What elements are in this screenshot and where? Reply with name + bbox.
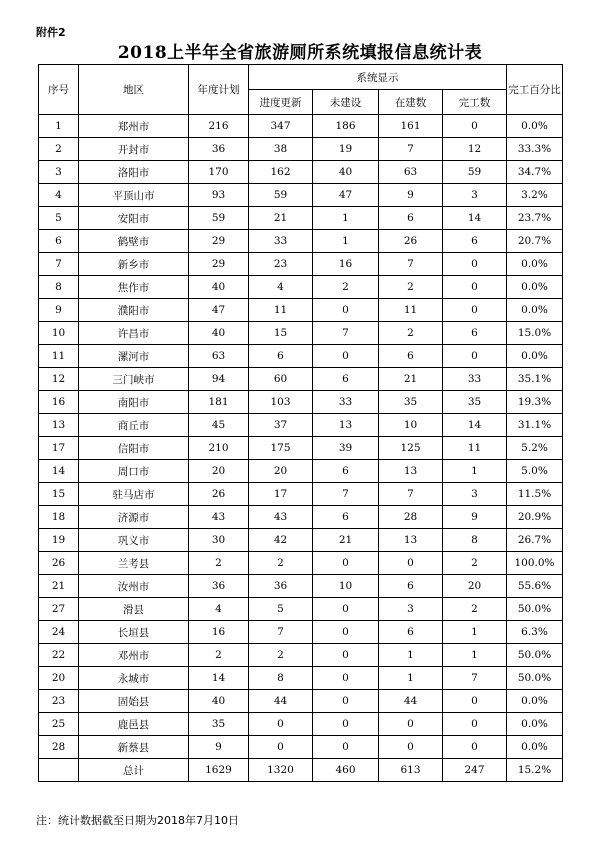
- cell-region: 兰考县: [79, 552, 189, 575]
- cell-seq: 3: [39, 161, 79, 184]
- cell-under-construction: 2: [379, 322, 443, 345]
- cell-under-construction: 26: [379, 230, 443, 253]
- cell-completion-pct: 50.0%: [507, 667, 563, 690]
- cell-not-built: 40: [313, 161, 379, 184]
- cell-progress-update: 4: [249, 276, 313, 299]
- cell-under-construction: 6: [379, 345, 443, 368]
- cell-seq: 23: [39, 690, 79, 713]
- cell-not-built: 1: [313, 230, 379, 253]
- cell-completed: 1: [443, 460, 507, 483]
- cell-region: 济源市: [79, 506, 189, 529]
- cell-progress-update: 38: [249, 138, 313, 161]
- cell-region: 许昌市: [79, 322, 189, 345]
- cell-completed: 0: [443, 253, 507, 276]
- cell-completed: 6: [443, 230, 507, 253]
- header-completion-pct: 完工百分比: [507, 65, 563, 115]
- cell-completed: 0: [443, 345, 507, 368]
- cell-progress-update: 7: [249, 621, 313, 644]
- cell-annual-plan: 47: [189, 299, 249, 322]
- cell-progress-update: 60: [249, 368, 313, 391]
- cell-completion-pct: 0.0%: [507, 690, 563, 713]
- cell-completion-pct: 19.3%: [507, 391, 563, 414]
- table-row: [39, 598, 563, 621]
- table-row: [39, 276, 563, 299]
- cell-seq: 2: [39, 138, 79, 161]
- cell-region: 洛阳市: [79, 161, 189, 184]
- cell-completed: 35: [443, 391, 507, 414]
- cell-progress-update: 36: [249, 575, 313, 598]
- cell-completion-pct: 100.0%: [507, 552, 563, 575]
- cell-not-built: 0: [313, 299, 379, 322]
- cell-completion-pct: 0.0%: [507, 276, 563, 299]
- table-row: [39, 644, 563, 667]
- table-row: [39, 345, 563, 368]
- cell-annual-plan: 30: [189, 529, 249, 552]
- cell-annual-plan: 43: [189, 506, 249, 529]
- cell-annual-plan: 170: [189, 161, 249, 184]
- table-row: [39, 690, 563, 713]
- cell-completed: 1: [443, 644, 507, 667]
- total-annual-plan: 1629: [189, 759, 249, 782]
- cell-under-construction: 11: [379, 299, 443, 322]
- cell-completed: 0: [443, 299, 507, 322]
- cell-seq: 28: [39, 736, 79, 759]
- cell-annual-plan: 93: [189, 184, 249, 207]
- cell-completed: 0: [443, 736, 507, 759]
- header-annual-plan: 年度计划: [189, 65, 249, 115]
- cell-completion-pct: 33.3%: [507, 138, 563, 161]
- cell-under-construction: 6: [379, 575, 443, 598]
- cell-completed: 1: [443, 621, 507, 644]
- cell-not-built: 33: [313, 391, 379, 414]
- cell-seq: 21: [39, 575, 79, 598]
- cell-region: 汝州市: [79, 575, 189, 598]
- cell-under-construction: 1: [379, 644, 443, 667]
- cell-region: 巩义市: [79, 529, 189, 552]
- cell-completed: 9: [443, 506, 507, 529]
- cell-seq: 20: [39, 667, 79, 690]
- cell-seq: 16: [39, 391, 79, 414]
- cell-annual-plan: 216: [189, 115, 249, 138]
- total-label: 总计: [79, 759, 189, 782]
- cell-annual-plan: 59: [189, 207, 249, 230]
- table-row: [39, 575, 563, 598]
- cell-under-construction: 28: [379, 506, 443, 529]
- cell-not-built: 6: [313, 368, 379, 391]
- cell-annual-plan: 35: [189, 713, 249, 736]
- cell-completed: 2: [443, 552, 507, 575]
- cell-under-construction: 0: [379, 552, 443, 575]
- cell-under-construction: 63: [379, 161, 443, 184]
- cell-completed: 3: [443, 184, 507, 207]
- cell-annual-plan: 16: [189, 621, 249, 644]
- cell-annual-plan: 210: [189, 437, 249, 460]
- cell-not-built: 47: [313, 184, 379, 207]
- cell-region: 商丘市: [79, 414, 189, 437]
- cell-completion-pct: 11.5%: [507, 483, 563, 506]
- cell-not-built: 6: [313, 460, 379, 483]
- cell-completion-pct: 55.6%: [507, 575, 563, 598]
- cell-progress-update: 2: [249, 644, 313, 667]
- cell-completed: 0: [443, 276, 507, 299]
- cell-annual-plan: 14: [189, 667, 249, 690]
- cell-region: 郑州市: [79, 115, 189, 138]
- cell-completed: 14: [443, 207, 507, 230]
- cell-region: 濮阳市: [79, 299, 189, 322]
- cell-seq: 1: [39, 115, 79, 138]
- cell-seq: 6: [39, 230, 79, 253]
- cell-progress-update: 347: [249, 115, 313, 138]
- attachment-label: 附件2: [36, 26, 66, 39]
- cell-completion-pct: 31.1%: [507, 414, 563, 437]
- cell-not-built: 0: [313, 552, 379, 575]
- cell-seq: 25: [39, 713, 79, 736]
- cell-seq: 7: [39, 253, 79, 276]
- cell-seq: 27: [39, 598, 79, 621]
- cell-completion-pct: 3.2%: [507, 184, 563, 207]
- cell-under-construction: 10: [379, 414, 443, 437]
- cell-annual-plan: 40: [189, 322, 249, 345]
- cell-completion-pct: 35.1%: [507, 368, 563, 391]
- cell-under-construction: 161: [379, 115, 443, 138]
- table-row: [39, 253, 563, 276]
- cell-annual-plan: 2: [189, 644, 249, 667]
- cell-not-built: 0: [313, 713, 379, 736]
- cell-under-construction: 9: [379, 184, 443, 207]
- cell-completed: 20: [443, 575, 507, 598]
- cell-progress-update: 33: [249, 230, 313, 253]
- cell-seq: 26: [39, 552, 79, 575]
- cell-under-construction: 1: [379, 667, 443, 690]
- cell-completion-pct: 50.0%: [507, 598, 563, 621]
- table-row: [39, 391, 563, 414]
- cell-region: 安阳市: [79, 207, 189, 230]
- cell-progress-update: 15: [249, 322, 313, 345]
- cell-under-construction: 6: [379, 621, 443, 644]
- cell-completed: 2: [443, 598, 507, 621]
- cell-progress-update: 17: [249, 483, 313, 506]
- table-row: [39, 138, 563, 161]
- cell-annual-plan: 29: [189, 253, 249, 276]
- cell-under-construction: 13: [379, 529, 443, 552]
- total-progress-update: 1320: [249, 759, 313, 782]
- cell-annual-plan: 26: [189, 483, 249, 506]
- total-not-built: 460: [313, 759, 379, 782]
- cell-progress-update: 2: [249, 552, 313, 575]
- cell-completed: 7: [443, 667, 507, 690]
- cell-completed: 8: [443, 529, 507, 552]
- cell-progress-update: 43: [249, 506, 313, 529]
- table-row: [39, 483, 563, 506]
- cell-region: 平顶山市: [79, 184, 189, 207]
- cell-under-construction: 21: [379, 368, 443, 391]
- table-row: [39, 437, 563, 460]
- cell-completion-pct: 0.0%: [507, 736, 563, 759]
- cell-region: 信阳市: [79, 437, 189, 460]
- cell-completed: 3: [443, 483, 507, 506]
- cell-region: 开封市: [79, 138, 189, 161]
- table-row: [39, 460, 563, 483]
- header-under-construction: 在建数: [379, 90, 443, 115]
- cell-completed: 12: [443, 138, 507, 161]
- cell-region: 滑县: [79, 598, 189, 621]
- cell-progress-update: 23: [249, 253, 313, 276]
- cell-completion-pct: 34.7%: [507, 161, 563, 184]
- cell-progress-update: 5: [249, 598, 313, 621]
- cell-completion-pct: 5.2%: [507, 437, 563, 460]
- cell-completed: 0: [443, 713, 507, 736]
- cell-annual-plan: 20: [189, 460, 249, 483]
- cell-annual-plan: 29: [189, 230, 249, 253]
- cell-completion-pct: 0.0%: [507, 345, 563, 368]
- cell-progress-update: 175: [249, 437, 313, 460]
- cell-not-built: 1: [313, 207, 379, 230]
- table-row: [39, 299, 563, 322]
- cell-region: 周口市: [79, 460, 189, 483]
- table-row: [39, 736, 563, 759]
- table-row: [39, 667, 563, 690]
- cell-completed: 0: [443, 690, 507, 713]
- cell-annual-plan: 94: [189, 368, 249, 391]
- cell-not-built: 7: [313, 322, 379, 345]
- table-row: [39, 322, 563, 345]
- cell-completion-pct: 5.0%: [507, 460, 563, 483]
- cell-completion-pct: 15.0%: [507, 322, 563, 345]
- cell-completion-pct: 20.7%: [507, 230, 563, 253]
- cell-region: 焦作市: [79, 276, 189, 299]
- cell-region: 新蔡县: [79, 736, 189, 759]
- total-completed: 247: [443, 759, 507, 782]
- cell-under-construction: 7: [379, 483, 443, 506]
- table-row: [39, 621, 563, 644]
- header-completed: 完工数: [443, 90, 507, 115]
- table-row: [39, 207, 563, 230]
- cell-annual-plan: 9: [189, 736, 249, 759]
- table-body: [39, 115, 563, 759]
- cell-annual-plan: 36: [189, 575, 249, 598]
- table-row: [39, 529, 563, 552]
- cell-region: 驻马店市: [79, 483, 189, 506]
- cell-progress-update: 0: [249, 713, 313, 736]
- cell-progress-update: 20: [249, 460, 313, 483]
- cell-annual-plan: 63: [189, 345, 249, 368]
- cell-not-built: 10: [313, 575, 379, 598]
- header-seq: 序号: [39, 65, 79, 115]
- cell-not-built: 0: [313, 690, 379, 713]
- cell-completion-pct: 20.9%: [507, 506, 563, 529]
- cell-annual-plan: 181: [189, 391, 249, 414]
- cell-completed: 14: [443, 414, 507, 437]
- cell-completed: 33: [443, 368, 507, 391]
- cell-progress-update: 59: [249, 184, 313, 207]
- cell-seq: 9: [39, 299, 79, 322]
- cell-not-built: 19: [313, 138, 379, 161]
- cell-completed: 59: [443, 161, 507, 184]
- cell-completion-pct: 26.7%: [507, 529, 563, 552]
- cell-not-built: 13: [313, 414, 379, 437]
- cell-completion-pct: 23.7%: [507, 207, 563, 230]
- footnote: 注：统计数据截至日期为2018年7月10日: [36, 814, 239, 827]
- cell-not-built: 0: [313, 345, 379, 368]
- cell-not-built: 6: [313, 506, 379, 529]
- cell-seq: 10: [39, 322, 79, 345]
- statistics-table: [38, 64, 563, 782]
- cell-completed: 11: [443, 437, 507, 460]
- cell-region: 三门峡市: [79, 368, 189, 391]
- cell-not-built: 7: [313, 483, 379, 506]
- cell-seq: 17: [39, 437, 79, 460]
- cell-region: 邓州市: [79, 644, 189, 667]
- cell-under-construction: 7: [379, 253, 443, 276]
- cell-not-built: 0: [313, 736, 379, 759]
- cell-progress-update: 37: [249, 414, 313, 437]
- cell-progress-update: 11: [249, 299, 313, 322]
- cell-not-built: 21: [313, 529, 379, 552]
- cell-annual-plan: 40: [189, 690, 249, 713]
- cell-seq: 19: [39, 529, 79, 552]
- cell-seq: 22: [39, 644, 79, 667]
- table-row: [39, 184, 563, 207]
- cell-not-built: 16: [313, 253, 379, 276]
- cell-not-built: 0: [313, 644, 379, 667]
- cell-completed: 0: [443, 115, 507, 138]
- cell-seq: 11: [39, 345, 79, 368]
- cell-not-built: 0: [313, 598, 379, 621]
- cell-seq: 5: [39, 207, 79, 230]
- cell-under-construction: 13: [379, 460, 443, 483]
- cell-under-construction: 6: [379, 207, 443, 230]
- cell-under-construction: 2: [379, 276, 443, 299]
- total-completion-pct: 15.2%: [507, 759, 563, 782]
- cell-completion-pct: 6.3%: [507, 621, 563, 644]
- cell-seq: 14: [39, 460, 79, 483]
- cell-progress-update: 42: [249, 529, 313, 552]
- cell-progress-update: 8: [249, 667, 313, 690]
- cell-annual-plan: 36: [189, 138, 249, 161]
- cell-annual-plan: 45: [189, 414, 249, 437]
- cell-region: 永城市: [79, 667, 189, 690]
- table-row: [39, 161, 563, 184]
- cell-under-construction: 3: [379, 598, 443, 621]
- cell-region: 漯河市: [79, 345, 189, 368]
- cell-not-built: 2: [313, 276, 379, 299]
- total-seq: [39, 759, 79, 782]
- cell-progress-update: 21: [249, 207, 313, 230]
- cell-under-construction: 44: [379, 690, 443, 713]
- cell-seq: 12: [39, 368, 79, 391]
- cell-completion-pct: 50.0%: [507, 644, 563, 667]
- cell-not-built: 0: [313, 621, 379, 644]
- cell-completed: 6: [443, 322, 507, 345]
- header-region: 地区: [79, 65, 189, 115]
- total-row: [39, 759, 563, 782]
- cell-under-construction: 35: [379, 391, 443, 414]
- header-progress-update: 进度更新: [249, 90, 313, 115]
- total-under-construction: 613: [379, 759, 443, 782]
- cell-region: 长垣县: [79, 621, 189, 644]
- cell-under-construction: 125: [379, 437, 443, 460]
- cell-region: 鹿邑县: [79, 713, 189, 736]
- table-row: [39, 713, 563, 736]
- cell-not-built: 39: [313, 437, 379, 460]
- cell-annual-plan: 40: [189, 276, 249, 299]
- cell-progress-update: 6: [249, 345, 313, 368]
- page-title: 2018上半年全省旅游厕所系统填报信息统计表: [117, 43, 483, 63]
- table-row: [39, 506, 563, 529]
- cell-under-construction: 0: [379, 736, 443, 759]
- header-system-display: 系统显示: [249, 65, 507, 90]
- table-row: [39, 230, 563, 253]
- header-not-built: 未建设: [313, 90, 379, 115]
- cell-progress-update: 103: [249, 391, 313, 414]
- cell-seq: 8: [39, 276, 79, 299]
- cell-region: 鹤壁市: [79, 230, 189, 253]
- cell-completion-pct: 0.0%: [507, 253, 563, 276]
- cell-region: 南阳市: [79, 391, 189, 414]
- table-row: [39, 115, 563, 138]
- cell-seq: 15: [39, 483, 79, 506]
- cell-annual-plan: 2: [189, 552, 249, 575]
- cell-under-construction: 7: [379, 138, 443, 161]
- cell-progress-update: 0: [249, 736, 313, 759]
- table-row: [39, 552, 563, 575]
- cell-completion-pct: 0.0%: [507, 713, 563, 736]
- table-row: [39, 368, 563, 391]
- cell-progress-update: 162: [249, 161, 313, 184]
- cell-annual-plan: 4: [189, 598, 249, 621]
- cell-region: 新乡市: [79, 253, 189, 276]
- cell-not-built: 186: [313, 115, 379, 138]
- cell-seq: 18: [39, 506, 79, 529]
- cell-completion-pct: 0.0%: [507, 299, 563, 322]
- cell-seq: 24: [39, 621, 79, 644]
- cell-seq: 13: [39, 414, 79, 437]
- cell-completion-pct: 0.0%: [507, 115, 563, 138]
- table-row: [39, 414, 563, 437]
- cell-under-construction: 0: [379, 713, 443, 736]
- cell-region: 固始县: [79, 690, 189, 713]
- cell-seq: 4: [39, 184, 79, 207]
- cell-not-built: 0: [313, 667, 379, 690]
- cell-progress-update: 44: [249, 690, 313, 713]
